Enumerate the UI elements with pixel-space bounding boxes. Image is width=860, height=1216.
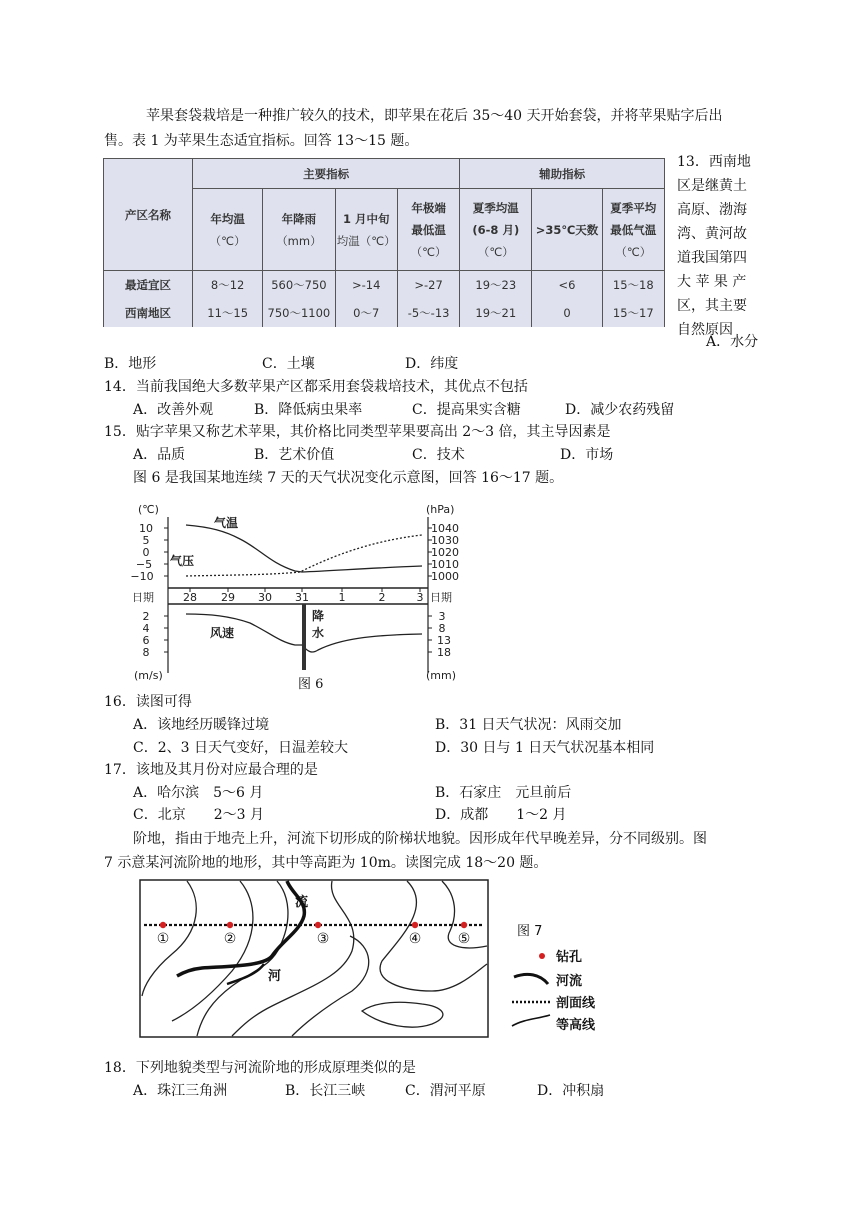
table-column-header <box>335 189 397 271</box>
fig6-label-rain-1: 降 <box>312 609 325 623</box>
fig6-left-tick: −5 <box>135 558 153 571</box>
fig7-legend-drill: 钻孔 <box>556 950 583 965</box>
fig7-legend-contour: 等高线 <box>556 1018 596 1033</box>
q13-line: 高原、渤海 <box>677 202 747 218</box>
table-column-header-line: 1 月中旬 <box>342 211 390 226</box>
table-column-header-line: （mm） <box>276 233 322 248</box>
q18-option-c: C．渭河平原 <box>405 1083 486 1099</box>
table-column-header <box>460 189 532 271</box>
q17-option-c: C．北京 2～3 月 <box>133 807 264 823</box>
table-cell: 560～750 <box>263 271 335 299</box>
table-cell: 750～1100 <box>263 299 335 327</box>
fig6-right-tick-bottom: 18 <box>437 646 451 659</box>
fig6-left-tick-bottom: 4 <box>142 622 150 635</box>
fig7-point-label: ① <box>156 931 170 947</box>
q17-stem: 17．该地及其月份对应最合理的是 <box>104 762 318 778</box>
fig6-temperature-curve <box>186 525 422 572</box>
table-column-header <box>397 189 459 271</box>
table-apple-indicators <box>103 158 665 327</box>
fig6-right-tick-bottom: 3 <box>438 610 446 623</box>
table-cell: 15～18 <box>602 271 664 299</box>
table-column-header-line: （℃） <box>477 244 514 259</box>
q13-line: 自然原因 <box>677 322 733 338</box>
q13-line: 区，其主要 <box>677 298 747 314</box>
table-cell: 15～17 <box>602 299 664 327</box>
table-header-name: 产区名称 <box>104 159 193 271</box>
table-cell: <6 <box>532 271 602 299</box>
table-column-header <box>193 189 263 271</box>
table-column-header-line: （℃） <box>410 244 447 259</box>
q16-stem: 16．读图可得 <box>104 694 192 710</box>
fig7-legend-river-symbol <box>514 974 548 984</box>
fig6-left-tick: 5 <box>142 534 150 547</box>
fig6-left-unit-top: (℃) <box>138 503 159 516</box>
q16-option-c: C．2、3 日天气变好，日温差较大 <box>133 740 348 756</box>
table-cell: 19～23 <box>460 271 532 299</box>
fig6-date-label-right: 日期 <box>430 591 452 604</box>
fig6-date: 31 <box>295 591 309 604</box>
table-cell: >-27 <box>397 271 459 299</box>
table-column-header-line: >35℃天数 <box>535 222 599 237</box>
fig7-label-he: 河 <box>268 969 282 984</box>
table-cell: 0～7 <box>335 299 397 327</box>
q17-option-b: B．石家庄 元旦前后 <box>435 785 572 801</box>
fig7-legend-drill-symbol <box>539 953 545 959</box>
q13-line: 湾、黄河故 <box>677 226 747 242</box>
fig6-label-wind: 风速 <box>210 626 235 640</box>
table-group-main: 主要指标 <box>193 159 460 189</box>
fig6-left-tick-bottom: 2 <box>142 610 150 623</box>
fig6-date: 3 <box>416 591 424 604</box>
fig6-date-label-left: 日期 <box>132 591 154 604</box>
q17-option-a: A．哈尔滨 5～6 月 <box>133 785 264 801</box>
fig6-caption: 图 6 <box>298 677 324 692</box>
fig6-label-temperature: 气温 <box>214 516 239 530</box>
q17-option-d: D．成都 1～2 月 <box>435 807 567 823</box>
fig6-right-tick: 1030 <box>431 534 459 547</box>
fig6-left-tick: 0 <box>142 546 150 559</box>
table-row-name: 西南地区 <box>104 299 193 327</box>
q18-option-d: D．冲积扇 <box>537 1083 605 1099</box>
table-column-header-line: 夏季平均 <box>610 200 657 215</box>
table-group-aux: 辅助指标 <box>460 159 665 189</box>
table-cell: 19～21 <box>460 299 532 327</box>
table-cell: -5～-13 <box>397 299 459 327</box>
table-column-header <box>532 189 602 271</box>
q13-option-d: D．纬度 <box>405 356 459 372</box>
table-column-header-line: (6-8 月) <box>472 222 520 237</box>
fig7-point-label: ② <box>223 931 237 947</box>
table-cell: 0 <box>532 299 602 327</box>
intro-line-1: 苹果套袋栽培是一种推广较久的技术，即苹果在花后 35～40 天开始套袋，并将苹果贴字后出 <box>146 108 723 124</box>
q16-option-d: D．30 日与 1 日天气状况基本相同 <box>435 740 655 756</box>
q16-option-b: B．31 日天气状况：风雨交加 <box>435 717 622 733</box>
table-column-header-line: 最低温 <box>411 222 446 237</box>
fig6-right-unit-bottom: (mm) <box>426 669 457 682</box>
table-column-header-line: 年均温 <box>210 211 245 226</box>
fig7-point-label: ④ <box>408 931 422 947</box>
q18-option-a: A．珠江三角洲 <box>133 1083 228 1099</box>
fig7-drill-hole <box>160 922 166 928</box>
fig7-drill-hole <box>227 922 233 928</box>
fig7-drill-hole <box>461 922 467 928</box>
q14-option-d: D．减少农药残留 <box>565 402 675 418</box>
fig7-point-label: ③ <box>316 931 330 947</box>
fig7-caption: 图 7 <box>517 924 543 939</box>
fig6-intro: 图 6 是我国某地连续 7 天的天气状况变化示意图，回答 16～17 题。 <box>133 470 564 486</box>
table-cell: >-14 <box>335 271 397 299</box>
table-column-header <box>602 189 664 271</box>
fig7-legend-profile: 剖面线 <box>556 996 596 1011</box>
fig6-left-tick: 10 <box>139 522 153 535</box>
q14-option-b: B．降低病虫果率 <box>254 402 363 418</box>
q14-stem: 14．当前我国绝大多数苹果产区都采用套袋栽培技术，其优点不包括 <box>104 379 528 395</box>
table-column-header-line: 年极端 <box>411 200 446 215</box>
figure-7-terrace-map <box>132 876 632 1044</box>
table-column-header-line: （℃） <box>209 233 246 248</box>
fig6-right-tick: 1020 <box>431 546 459 559</box>
fig6-right-tick-bottom: 13 <box>437 634 451 647</box>
fig6-left-tick: −10 <box>130 570 154 583</box>
table-column-header-line: 年降雨 <box>281 211 317 226</box>
fig6-label-pressure: 气压 <box>170 554 195 568</box>
q18-option-b: B．长江三峡 <box>285 1083 366 1099</box>
fig6-right-unit-top: (hPa) <box>426 503 455 516</box>
fig6-rain-bar <box>302 604 306 670</box>
q16-option-a: A．该地经历暖锋过境 <box>133 717 270 733</box>
table-column-header-line: （℃） <box>615 244 652 259</box>
q13-line: 大 苹 果 产 <box>677 274 747 290</box>
fig7-intro-line-2: 7 示意某河流阶地的地形，其中等高距为 10m。读图完成 18～20 题。 <box>104 855 548 871</box>
q13-line: 区是继黄土 <box>677 178 747 194</box>
fig7-drill-hole <box>412 922 418 928</box>
q13-option-b: B．地形 <box>104 356 157 372</box>
table-row <box>104 299 665 327</box>
intro-line-2: 售。表 1 为苹果生态适宜指标。回答 13～15 题。 <box>104 133 419 149</box>
q15-option-c: C．技术 <box>412 447 465 463</box>
fig7-legend-river: 河流 <box>556 974 583 989</box>
table-column-header-line: 最低气温 <box>610 222 657 237</box>
table-column-header-line: 夏季均温 <box>472 200 519 215</box>
fig6-date: 1 <box>338 591 346 604</box>
fig6-date: 29 <box>221 591 235 604</box>
q15-option-b: B．艺术价值 <box>254 447 335 463</box>
q15-option-a: A．品质 <box>133 447 186 463</box>
fig6-date: 28 <box>183 591 197 604</box>
table-cell: 11～15 <box>193 299 263 327</box>
fig6-right-tick: 1010 <box>431 558 459 571</box>
table-column-header-line: 均温（℃） <box>336 233 396 248</box>
fig6-label-rain-2: 水 <box>312 626 325 640</box>
fig7-label-liu: 流 <box>295 895 309 910</box>
table-column-header <box>263 189 335 271</box>
fig6-left-unit-bottom: (m/s) <box>134 669 163 682</box>
q13-option-c: C．土壤 <box>262 356 315 372</box>
table-row <box>104 271 665 299</box>
fig6-date: 30 <box>258 591 272 604</box>
q15-stem: 15．贴字苹果又称艺术苹果，其价格比同类型苹果要高出 2～3 倍，其主导因素是 <box>104 424 611 440</box>
fig7-legend-contour-symbol <box>512 1015 550 1026</box>
fig6-right-tick: 1040 <box>431 522 459 535</box>
fig6-left-tick-bottom: 8 <box>142 646 150 659</box>
q13-side-text <box>677 150 761 342</box>
fig6-right-tick: 1000 <box>431 570 459 583</box>
fig7-intro-line-1: 阶地，指由于地壳上升，河流下切形成的阶梯状地貌。因形成年代早晚差异，分不同级别。图 <box>133 831 707 847</box>
fig6-right-tick-bottom: 8 <box>438 622 446 635</box>
table-cell: 8～12 <box>193 271 263 299</box>
q13-option-a: A．水分 <box>706 334 759 350</box>
q14-option-c: C．提高果实含糖 <box>412 402 521 418</box>
q13-line: 道我国第四 <box>677 250 747 266</box>
q13-line: 13．西南地 <box>677 154 751 170</box>
q18-stem: 18．下列地貌类型与河流阶地的形成原理类似的是 <box>104 1060 416 1076</box>
table-row-name: 最适宜区 <box>104 271 193 299</box>
q15-option-d: D．市场 <box>560 447 614 463</box>
fig7-point-label: ⑤ <box>457 931 471 947</box>
fig6-date: 2 <box>378 591 386 604</box>
q14-option-a: A．改善外观 <box>133 402 214 418</box>
fig6-left-tick-bottom: 6 <box>142 634 150 647</box>
fig7-drill-hole <box>315 922 321 928</box>
figure-6-weather-chart <box>130 497 490 685</box>
fig6-pressure-curve <box>186 535 422 576</box>
